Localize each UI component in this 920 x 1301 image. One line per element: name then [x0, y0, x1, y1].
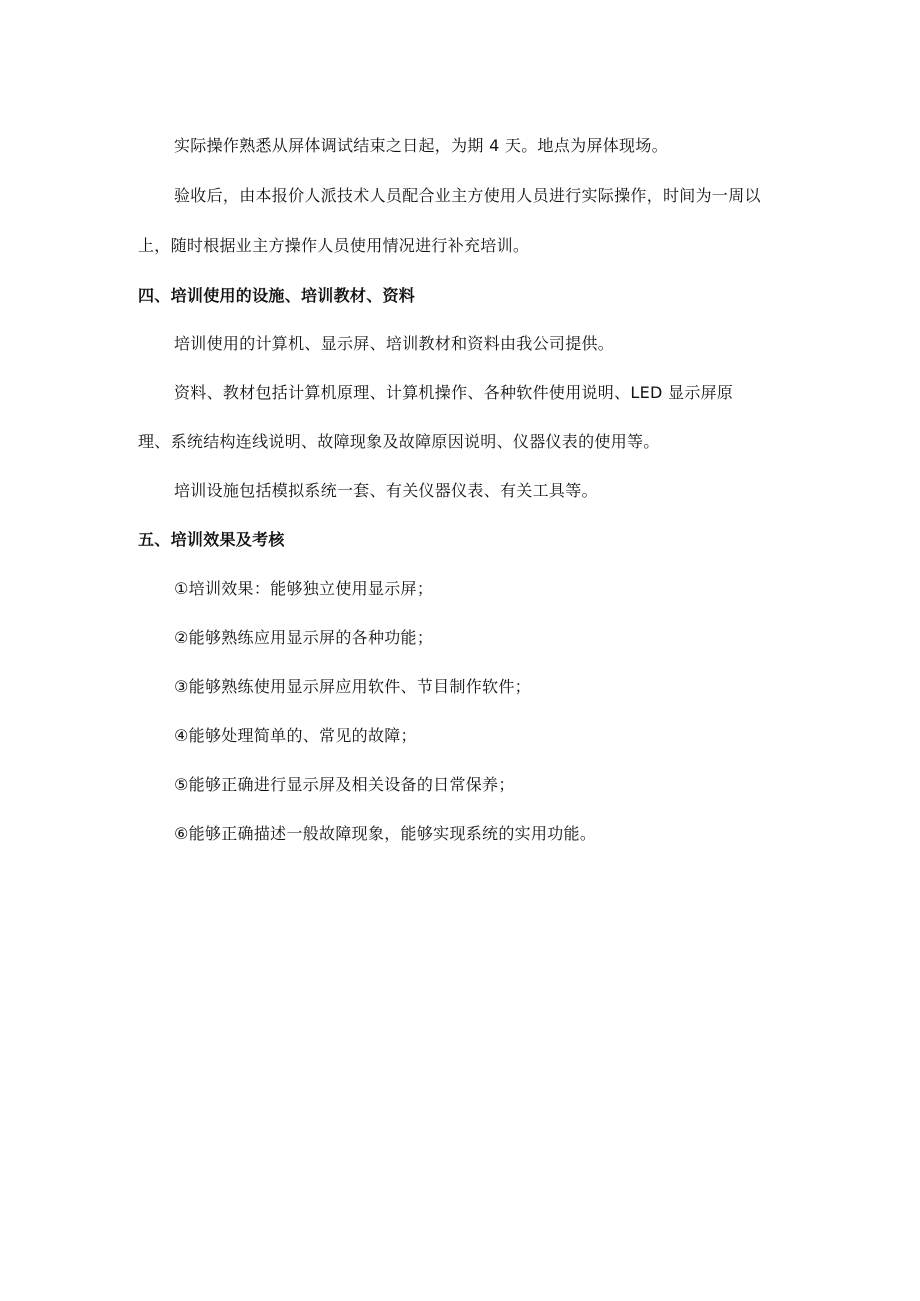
section-4-heading: 四、培训使用的设施、培训教材、资料	[138, 286, 416, 305]
section-4-materials-line-2: 理、系统结构连线说明、故障现象及故障原因说明、仪器仪表的使用等。	[138, 432, 660, 451]
section-4-equipment-line: 培训设施包括模拟系统一套、有关仪器仪表、有关工具等。	[174, 481, 598, 500]
section-5-item-5: ⑤能够正确进行显示屏及相关设备的日常保养；	[174, 775, 515, 794]
section-5-item-1: ①培训效果：能够独立使用显示屏；	[174, 579, 434, 598]
section-5-heading: 五、培训效果及考核	[138, 530, 285, 549]
section-4-facilities-line: 培训使用的计算机、显示屏、培训教材和资料由我公司提供。	[174, 334, 615, 353]
paragraph-acceptance-line-1: 验收后，由本报价人派技术人员配合业主方使用人员进行实际操作，时间为一周以	[174, 186, 761, 205]
section-5-item-2: ②能够熟练应用显示屏的各种功能；	[174, 628, 434, 647]
paragraph-practice-period: 实际操作熟悉从屏体调试结束之日起，为期 4 天。地点为屏体现场。	[174, 136, 668, 155]
paragraph-acceptance-line-2: 上，随时根据业主方操作人员使用情况进行补充培训。	[138, 236, 530, 255]
section-5-item-3: ③能够熟练使用显示屏应用软件、节目制作软件；	[174, 677, 531, 696]
section-5-item-4: ④能够处理简单的、常见的故障；	[174, 726, 417, 745]
section-4-materials-line-1: 资料、教材包括计算机原理、计算机操作、各种软件使用说明、LED 显示屏原	[174, 383, 734, 402]
section-5-item-6: ⑥能够正确描述一般故障现象，能够实现系统的实用功能。	[174, 824, 597, 843]
